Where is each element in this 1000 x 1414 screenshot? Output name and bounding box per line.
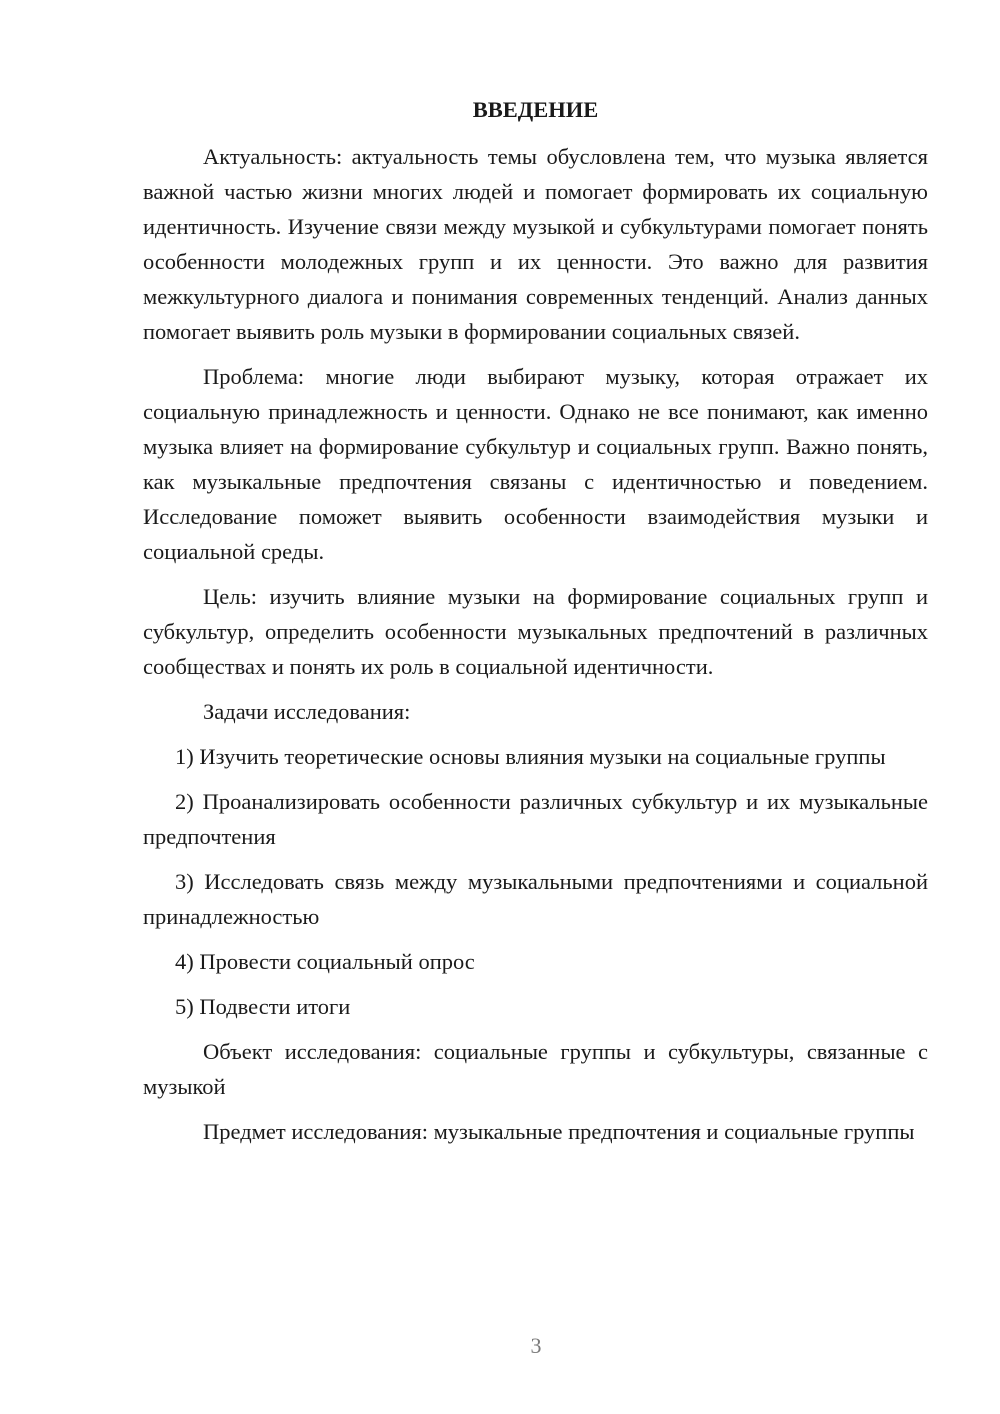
page-number: 3 — [530, 1333, 542, 1358]
task-item-1: 1) Изучить теоретические основы влияния музыки на социальные группы — [175, 744, 886, 769]
object-paragraph: Объект исследования: социальные группы и субкультуры, связанные с музыкой — [143, 1039, 928, 1099]
subject-paragraph: Предмет исследования: музыкальные предпочтения и социальные группы — [203, 1119, 915, 1144]
relevance-paragraph: Актуальность: актуальность темы обусловлена тем, что музыка является важной частью жизни многих людей и помогает формировать их социальную идентичность. Изучение связи между музыкой и субкультурами помогает понять особенности молодежных групп и их ценности. Это важно для развития межкультурного диалога и понимания современных тенденций. Анализ данных помогает выявить роль музыки в формировании социальных связей. — [143, 144, 928, 344]
goal-paragraph: Цель: изучить влияние музыки на формирование социальных групп и субкультур, определить особенности музыкальных предпочтений в различных сообществах и понять их роль в социальной идентичности. — [143, 584, 928, 679]
task-item-3: 3) Исследовать связь между музыкальными предпочтениями и социальной принадлежностью — [143, 869, 928, 929]
task-item-4: 4) Провести социальный опрос — [175, 949, 475, 974]
section-title: ВВЕДЕНИЕ — [472, 97, 599, 122]
problem-paragraph: Проблема: многие люди выбирают музыку, которая отражает их социальную принадлежность и ценности. Однако не все понимают, как именно музыка влияет на формирование субкультур и социальных групп. Важно понять, как музыкальные предпочтения связаны с идентичностью и поведением. Исследование поможет выявить особенности взаимодействия музыки и социальной среды. — [143, 364, 928, 564]
task-item-5: 5) Подвести итоги — [175, 994, 351, 1019]
task-item-2: 2) Проанализировать особенности различных субкультур и их музыкальные предпочтения — [143, 789, 928, 849]
tasks-heading: Задачи исследования: — [203, 699, 411, 724]
page-content — [143, 92, 928, 1159]
